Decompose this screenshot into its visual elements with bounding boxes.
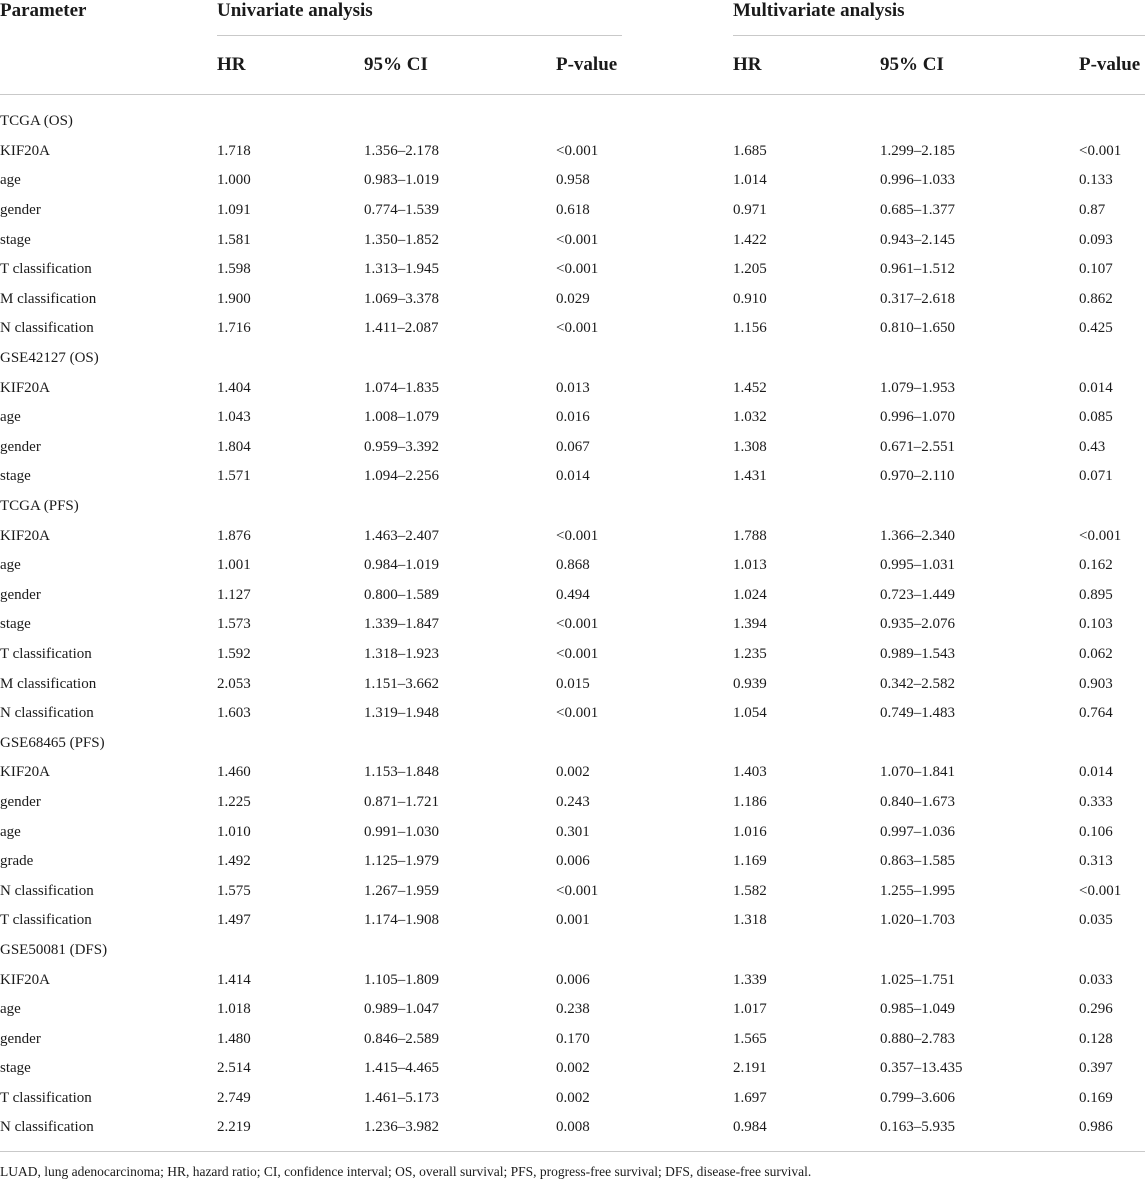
parameter-cell: gender [0, 586, 41, 603]
multi-p-cell: 0.035 [1079, 912, 1113, 929]
uni-p-cell: 0.243 [556, 793, 590, 810]
parameter-cell: KIF20A [0, 142, 51, 159]
parameter-cell: N classification [0, 882, 94, 899]
multi-hr-cell: 1.205 [733, 261, 767, 278]
uni-hr-cell: 2.053 [217, 675, 251, 692]
uni-ci-cell: 1.105–1.809 [364, 971, 439, 988]
parameter-cell: age [0, 1001, 21, 1018]
multi-ci-cell: 0.970–2.110 [880, 468, 955, 485]
multi-p-cell: 0.903 [1079, 675, 1113, 692]
uni-hr-cell: 1.414 [217, 971, 251, 988]
parameter-cell: age [0, 409, 21, 426]
parameter-cell: T classification [0, 261, 92, 278]
uni-p-cell: 0.016 [556, 409, 590, 426]
uni-ci-cell: 1.339–1.847 [364, 616, 439, 633]
multi-p-cell: 0.133 [1079, 172, 1113, 189]
uni-p-cell: <0.001 [556, 705, 599, 722]
table-row [0, 788, 1145, 818]
multi-hr-cell: 1.014 [733, 172, 767, 189]
uni-p-cell: 0.001 [556, 912, 590, 929]
section-row [0, 728, 1145, 758]
uni-ci-cell: 1.174–1.908 [364, 912, 439, 929]
multi-hr-cell: 1.308 [733, 438, 767, 455]
multi-p-header: P-value [1079, 36, 1145, 95]
multi-p-cell: 0.103 [1079, 616, 1113, 633]
uni-hr-cell: 1.592 [217, 645, 251, 662]
uni-p-cell: <0.001 [556, 142, 599, 159]
multi-hr-cell [733, 492, 880, 522]
uni-p-cell: 0.029 [556, 290, 590, 307]
table-row [0, 610, 1145, 640]
multi-ci-cell: 0.880–2.783 [880, 1030, 955, 1047]
multi-hr-cell: 2.191 [733, 1060, 767, 1077]
uni-ci-cell: 1.411–2.087 [364, 320, 439, 337]
multi-ci-cell: 0.671–2.551 [880, 438, 955, 455]
parameter-cell: age [0, 172, 21, 189]
multi-hr-cell [733, 936, 880, 966]
uni-ci-cell: 1.153–1.848 [364, 764, 439, 781]
multi-ci-cell [880, 728, 1079, 758]
multi-hr-cell: 1.024 [733, 586, 767, 603]
uni-ci-cell [364, 107, 556, 137]
multi-hr-cell [733, 344, 880, 374]
table-row [0, 640, 1145, 670]
parameter-cell: gender [0, 202, 41, 219]
section-row [0, 936, 1145, 966]
multi-p-cell: 0.014 [1079, 379, 1113, 396]
multi-p-cell: 0.085 [1079, 409, 1113, 426]
multi-hr-cell: 1.431 [733, 468, 767, 485]
uni-ci-cell: 1.236–3.982 [364, 1119, 439, 1136]
uni-hr-cell: 1.043 [217, 409, 251, 426]
parameter-cell: age [0, 557, 21, 574]
uni-ci-cell: 1.415–4.465 [364, 1060, 439, 1077]
multi-hr-cell: 1.186 [733, 793, 767, 810]
uni-ci-cell: 0.846–2.589 [364, 1030, 439, 1047]
multi-hr-cell: 1.422 [733, 231, 767, 248]
parameter-cell: stage [0, 231, 31, 248]
uni-hr-cell: 1.716 [217, 320, 251, 337]
section-row [0, 107, 1145, 137]
uni-p-cell: 0.238 [556, 1001, 590, 1018]
multi-ci-cell: 0.163–5.935 [880, 1119, 955, 1136]
uni-hr-cell: 1.001 [217, 557, 251, 574]
multi-ci-cell: 0.685–1.377 [880, 202, 955, 219]
multi-hr-cell: 1.156 [733, 320, 767, 337]
parameter-cell: M classification [0, 290, 97, 307]
multi-p-cell: 0.071 [1079, 468, 1113, 485]
multi-ci-cell: 0.342–2.582 [880, 675, 955, 692]
uni-p-cell: 0.015 [556, 675, 590, 692]
parameter-cell: gender [0, 1030, 41, 1047]
uni-hr-cell: 1.571 [217, 468, 251, 485]
section-label: TCGA (OS) [0, 113, 73, 130]
multi-hr-header: HR [733, 36, 880, 95]
multi-p-cell: 0.107 [1079, 261, 1113, 278]
parameter-cell: gender [0, 793, 41, 810]
uni-hr-cell: 1.718 [217, 142, 251, 159]
uni-p-cell: <0.001 [556, 616, 599, 633]
table-row [0, 1054, 1145, 1084]
uni-hr-cell: 1.900 [217, 290, 251, 307]
multi-p-cell: 0.764 [1079, 705, 1113, 722]
multi-ci-cell: 1.079–1.953 [880, 379, 955, 396]
parameter-cell: N classification [0, 705, 94, 722]
uni-hr-cell [217, 344, 364, 374]
uni-ci-header: 95% CI [364, 36, 556, 95]
multi-p-cell: <0.001 [1079, 882, 1122, 899]
multi-hr-cell [733, 107, 880, 137]
multi-hr-cell: 1.013 [733, 557, 767, 574]
parameter-cell: KIF20A [0, 379, 51, 396]
uni-ci-cell [364, 728, 556, 758]
uni-p-cell [556, 936, 733, 966]
multi-hr-cell: 1.032 [733, 409, 767, 426]
section-label: TCGA (PFS) [0, 498, 79, 515]
multi-p-cell: 0.313 [1079, 853, 1113, 870]
uni-ci-cell: 1.356–2.178 [364, 142, 439, 159]
uni-hr-cell: 1.460 [217, 764, 251, 781]
multi-p-cell: 0.296 [1079, 1001, 1113, 1018]
uni-p-cell: 0.958 [556, 172, 590, 189]
uni-hr-cell: 1.598 [217, 261, 251, 278]
uni-hr-cell: 1.091 [217, 202, 251, 219]
multi-ci-cell: 1.255–1.995 [880, 882, 955, 899]
multi-p-cell: 0.162 [1079, 557, 1113, 574]
multi-p-cell [1079, 344, 1145, 374]
uni-hr-cell: 2.219 [217, 1119, 251, 1136]
uni-ci-cell: 1.151–3.662 [364, 675, 439, 692]
multi-ci-cell: 0.985–1.049 [880, 1001, 955, 1018]
multi-hr-cell: 0.984 [733, 1119, 767, 1136]
uni-p-cell: 0.013 [556, 379, 590, 396]
uni-ci-cell: 1.094–2.256 [364, 468, 439, 485]
table-row [0, 521, 1145, 551]
parameter-cell: grade [0, 853, 34, 870]
multi-p-cell: 0.986 [1079, 1119, 1113, 1136]
uni-hr-cell: 1.404 [217, 379, 251, 396]
uni-hr-cell: 1.492 [217, 853, 251, 870]
uni-hr-cell: 1.581 [217, 231, 251, 248]
uni-hr-cell: 2.749 [217, 1089, 251, 1106]
univariate-header-underline [217, 0, 622, 36]
table-row [0, 699, 1145, 729]
table-row [0, 758, 1145, 788]
table-row [0, 137, 1145, 167]
parameter-cell: T classification [0, 912, 92, 929]
multi-hr-cell: 1.235 [733, 645, 767, 662]
uni-hr-cell [217, 728, 364, 758]
parameter-cell: KIF20A [0, 527, 51, 544]
uni-p-cell: 0.014 [556, 468, 590, 485]
multi-p-cell [1079, 936, 1145, 966]
table-footnote: LUAD, lung adenocarcinoma; HR, hazard ratio; CI, confidence interval; OS, overall survival; PFS, progress-free survival; DFS, disease-free survival. [0, 1151, 1145, 1180]
uni-p-cell: 0.002 [556, 1060, 590, 1077]
multi-ci-cell: 1.299–2.185 [880, 142, 955, 159]
uni-p-cell [556, 107, 733, 137]
multi-hr-cell: 1.054 [733, 705, 767, 722]
parameter-cell: T classification [0, 645, 92, 662]
multi-ci-cell [880, 344, 1079, 374]
uni-p-cell: 0.006 [556, 853, 590, 870]
multi-p-cell: 0.425 [1079, 320, 1113, 337]
multi-hr-cell: 1.403 [733, 764, 767, 781]
multi-ci-cell: 0.810–1.650 [880, 320, 955, 337]
uni-hr-cell: 1.225 [217, 793, 251, 810]
univariate-header-label: Univariate analysis [217, 0, 373, 21]
uni-ci-cell: 0.800–1.589 [364, 586, 439, 603]
multi-ci-cell: 0.357–13.435 [880, 1060, 963, 1077]
multi-p-cell: 0.43 [1079, 438, 1106, 455]
multi-hr-cell [733, 728, 880, 758]
uni-ci-cell: 0.989–1.047 [364, 1001, 439, 1018]
uni-ci-cell: 1.125–1.979 [364, 853, 439, 870]
uni-hr-cell [217, 492, 364, 522]
uni-p-cell: 0.301 [556, 823, 590, 840]
multi-ci-cell: 0.943–2.145 [880, 231, 955, 248]
uni-p-cell: 0.008 [556, 1119, 590, 1136]
uni-ci-cell: 1.069–3.378 [364, 290, 439, 307]
uni-hr-cell [217, 107, 364, 137]
table-row [0, 225, 1145, 255]
multi-hr-cell: 1.318 [733, 912, 767, 929]
uni-hr-cell: 1.480 [217, 1030, 251, 1047]
uni-hr-cell: 1.497 [217, 912, 251, 929]
uni-p-cell: <0.001 [556, 882, 599, 899]
uni-ci-cell: 1.008–1.079 [364, 409, 439, 426]
uni-hr-cell: 1.876 [217, 527, 251, 544]
empty-header-cell [0, 36, 217, 95]
section-label: GSE42127 (OS) [0, 350, 99, 367]
multi-ci-cell: 0.799–3.606 [880, 1089, 955, 1106]
spacer-row [0, 95, 1145, 108]
multi-ci-cell: 1.025–1.751 [880, 971, 955, 988]
uni-ci-cell: 1.318–1.923 [364, 645, 439, 662]
multi-p-cell [1079, 492, 1145, 522]
parameter-cell: N classification [0, 1119, 94, 1136]
uni-p-cell: <0.001 [556, 261, 599, 278]
multi-ci-cell: 1.366–2.340 [880, 527, 955, 544]
table-row [0, 995, 1145, 1025]
uni-ci-cell: 0.984–1.019 [364, 557, 439, 574]
multi-hr-cell: 1.582 [733, 882, 767, 899]
multi-p-cell: 0.397 [1079, 1060, 1113, 1077]
multi-p-cell [1079, 728, 1145, 758]
section-label: GSE68465 (PFS) [0, 734, 105, 751]
table-row [0, 847, 1145, 877]
multi-ci-cell: 0.749–1.483 [880, 705, 955, 722]
uni-p-cell [556, 344, 733, 374]
table-row [0, 906, 1145, 936]
multivariate-header [733, 0, 1145, 36]
table-row [0, 1113, 1145, 1143]
uni-hr-cell: 2.514 [217, 1060, 251, 1077]
multi-p-cell: 0.033 [1079, 971, 1113, 988]
multi-ci-cell [880, 107, 1079, 137]
multi-hr-cell: 0.939 [733, 675, 767, 692]
multi-p-cell: 0.333 [1079, 793, 1113, 810]
multi-ci-cell: 0.989–1.543 [880, 645, 955, 662]
uni-ci-cell: 1.350–1.852 [364, 231, 439, 248]
uni-ci-cell: 0.959–3.392 [364, 438, 439, 455]
multi-hr-cell: 1.339 [733, 971, 767, 988]
uni-p-cell: 0.002 [556, 1089, 590, 1106]
uni-ci-cell: 1.319–1.948 [364, 705, 439, 722]
multi-ci-cell: 0.961–1.512 [880, 261, 955, 278]
uni-p-cell [556, 728, 733, 758]
uni-ci-cell: 1.074–1.835 [364, 379, 439, 396]
uni-ci-cell: 1.267–1.959 [364, 882, 439, 899]
multi-hr-cell: 1.169 [733, 853, 767, 870]
uni-ci-cell [364, 492, 556, 522]
uni-p-cell: <0.001 [556, 320, 599, 337]
uni-p-cell [556, 492, 733, 522]
parameter-cell: KIF20A [0, 764, 51, 781]
uni-ci-cell: 1.313–1.945 [364, 261, 439, 278]
table-row [0, 817, 1145, 847]
multi-p-cell: 0.895 [1079, 586, 1113, 603]
multi-ci-cell [880, 492, 1079, 522]
uni-p-cell: 0.067 [556, 438, 590, 455]
table-row [0, 403, 1145, 433]
table-row [0, 196, 1145, 226]
uni-hr-cell: 1.603 [217, 705, 251, 722]
multi-p-cell: <0.001 [1079, 527, 1122, 544]
multi-p-cell: 0.169 [1079, 1089, 1113, 1106]
uni-p-cell: <0.001 [556, 231, 599, 248]
uni-hr-cell: 1.575 [217, 882, 251, 899]
parameter-cell: stage [0, 1060, 31, 1077]
multi-hr-cell: 1.685 [733, 142, 767, 159]
parameter-cell: KIF20A [0, 971, 51, 988]
multi-ci-cell: 0.935–2.076 [880, 616, 955, 633]
section-row [0, 344, 1145, 374]
multi-hr-cell: 1.565 [733, 1030, 767, 1047]
multi-hr-cell: 1.394 [733, 616, 767, 633]
multi-p-cell: 0.014 [1079, 764, 1113, 781]
multi-ci-cell: 0.863–1.585 [880, 853, 955, 870]
uni-hr-cell: 1.018 [217, 1001, 251, 1018]
uni-p-header: P-value [556, 36, 733, 95]
table-row [0, 669, 1145, 699]
multi-p-cell: 0.062 [1079, 645, 1113, 662]
table-body [0, 95, 1145, 1143]
multi-hr-cell: 1.017 [733, 1001, 767, 1018]
multi-p-cell: 0.128 [1079, 1030, 1113, 1047]
table-row [0, 166, 1145, 196]
multi-ci-cell: 0.996–1.033 [880, 172, 955, 189]
uni-p-cell: 0.006 [556, 971, 590, 988]
table-row [0, 433, 1145, 463]
uni-hr-cell [217, 936, 364, 966]
multi-p-cell: 0.87 [1079, 202, 1106, 219]
multi-ci-cell: 0.317–2.618 [880, 290, 955, 307]
uni-p-cell: <0.001 [556, 645, 599, 662]
uni-ci-cell [364, 936, 556, 966]
uni-p-cell: 0.494 [556, 586, 590, 603]
table-row [0, 1024, 1145, 1054]
table-header [0, 0, 1145, 95]
univariate-header [217, 0, 733, 36]
parameter-cell: N classification [0, 320, 94, 337]
multivariate-header-label: Multivariate analysis [733, 0, 905, 21]
section-row [0, 492, 1145, 522]
table-row [0, 373, 1145, 403]
parameter-cell: stage [0, 468, 31, 485]
table-row [0, 551, 1145, 581]
parameter-cell: age [0, 823, 21, 840]
multi-p-cell: <0.001 [1079, 142, 1122, 159]
multi-hr-cell: 1.016 [733, 823, 767, 840]
parameter-cell: T classification [0, 1089, 92, 1106]
multi-ci-cell: 0.995–1.031 [880, 557, 955, 574]
uni-hr-cell: 1.804 [217, 438, 251, 455]
multi-ci-cell: 1.020–1.703 [880, 912, 955, 929]
uni-p-cell: 0.868 [556, 557, 590, 574]
uni-ci-cell: 0.991–1.030 [364, 823, 439, 840]
uni-ci-cell [364, 344, 556, 374]
multi-ci-cell: 0.997–1.036 [880, 823, 955, 840]
table-row [0, 965, 1145, 995]
multi-p-cell: 0.106 [1079, 823, 1113, 840]
multi-p-cell [1079, 107, 1145, 137]
uni-hr-cell: 1.573 [217, 616, 251, 633]
multi-ci-cell: 0.723–1.449 [880, 586, 955, 603]
uni-hr-cell: 1.010 [217, 823, 251, 840]
multi-ci-cell: 0.840–1.673 [880, 793, 955, 810]
multi-p-cell: 0.093 [1079, 231, 1113, 248]
table-row [0, 314, 1145, 344]
multi-ci-header: 95% CI [880, 36, 1079, 95]
uni-ci-cell: 1.461–5.173 [364, 1089, 439, 1106]
multi-p-cell: 0.862 [1079, 290, 1113, 307]
uni-ci-cell: 1.463–2.407 [364, 527, 439, 544]
uni-p-cell: 0.002 [556, 764, 590, 781]
uni-ci-cell: 0.871–1.721 [364, 793, 439, 810]
table-row [0, 285, 1145, 315]
uni-hr-cell: 1.000 [217, 172, 251, 189]
multi-ci-cell: 0.996–1.070 [880, 409, 955, 426]
multi-hr-cell: 1.452 [733, 379, 767, 396]
uni-p-cell: 0.618 [556, 202, 590, 219]
section-label: GSE50081 (DFS) [0, 941, 108, 958]
parameter-cell: M classification [0, 675, 97, 692]
parameter-cell: gender [0, 438, 41, 455]
parameter-header: Parameter [0, 0, 87, 21]
uni-hr-header: HR [217, 36, 364, 95]
multi-hr-cell: 1.788 [733, 527, 767, 544]
multi-hr-cell: 1.697 [733, 1089, 767, 1106]
table-row [0, 581, 1145, 611]
multi-hr-cell: 0.971 [733, 202, 767, 219]
uni-ci-cell: 0.983–1.019 [364, 172, 439, 189]
table-row [0, 462, 1145, 492]
multi-hr-cell: 0.910 [733, 290, 767, 307]
uni-p-cell: <0.001 [556, 527, 599, 544]
table-row [0, 1084, 1145, 1114]
multivariate-header-underline [733, 0, 1145, 36]
table-row [0, 255, 1145, 285]
parameter-cell: stage [0, 616, 31, 633]
uni-ci-cell: 0.774–1.539 [364, 202, 439, 219]
uni-hr-cell: 1.127 [217, 586, 251, 603]
multi-ci-cell [880, 936, 1079, 966]
table-row [0, 876, 1145, 906]
multi-ci-cell: 1.070–1.841 [880, 764, 955, 781]
uni-p-cell: 0.170 [556, 1030, 590, 1047]
